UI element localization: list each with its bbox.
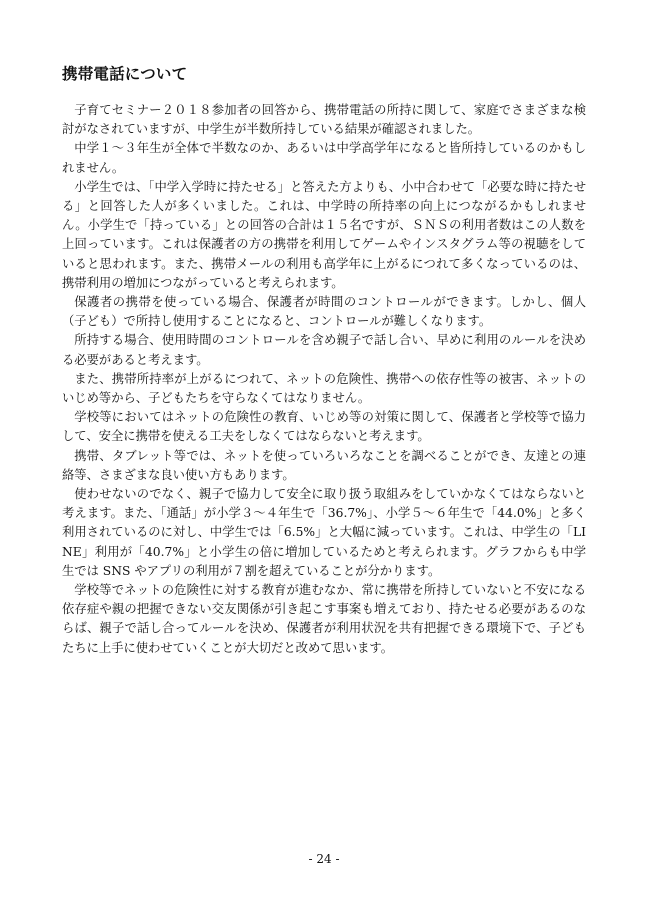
body-text	[62, 101, 586, 658]
page-number: - 24 -	[308, 852, 340, 866]
paragraph-9: 使わせないのでなく、親子で協力して安全に取り扱う取組みをしていかなくてはならないと考えます。また、「通話」が小学３～４年生で「36.7%」、小学５～６年生で「44.0%」と多く利用されているのに対し、中学生では「6.5%」と大幅に減っています。これは、中学生の「LINE」利用が「40.7%」と小学生の倍に増加しているためと考えられます。グラフからも中学生では SNS やアプリの利用が７割を超えていることが分かります。	[62, 487, 586, 578]
paragraph-4: 保護者の携帯を使っている場合、保護者が時間のコントロールができます。しかし、個人（子ども）で所持し使用することになると、コントロールが難しくなります。	[62, 295, 586, 329]
paragraph-10: 学校等でネットの危険性に対する教育が進むなか、常に携帯を所持していないと不安になる依存症や親の把握できない交友関係が引き起こす事案も増えており、持たせる必要があるのならば、親子で話し合ってルールを決め、保護者が利用状況を共有把握できる環境下で、子どもたちに上手に使わせていくことが大切だと改めて思います。	[62, 583, 586, 655]
section-title: 携帯電話について	[62, 65, 188, 83]
paragraph-2: 中学１～３年生が全体で半数なのか、あるいは中学高学年になると皆所持しているのかもしれません。	[62, 141, 586, 175]
paragraph-1: 子育てセミナー２０１８参加者の回答から、携帯電話の所持に関して、家庭でさまざまな検討がなされていますが、中学生が半数所持している結果が確認されました。	[62, 103, 586, 137]
paragraph-5: 所持する場合、使用時間のコントロールを含め親子で話し合い、早めに利用のルールを決める必要があると考えます。	[62, 333, 586, 367]
paragraph-3: 小学生では、「中学入学時に持たせる」と答えた方よりも、小中合わせて「必要な時に持たせる」と回答した人が多くいました。これは、中学時の所持率の向上につながるかもしれません。小学生で「持っている」との回答の合計は１５名ですが、ＳＮＳの利用者数はこの人数を上回っています。これは保護者の方の携帯を利用してゲームやインスタグラム等の視聴をしていると思われます。また、携帯メールの利用も高学年に上がるにつれて多くなっているのは、携帯利用の増加につながっていると考えられます。	[62, 179, 586, 290]
paragraph-8: 携帯、タブレット等では、ネットを使っていろいろなことを調べることができ、友達との連絡等、さまざまな良い使い方もあります。	[62, 448, 586, 482]
paragraph-6: また、携帯所持率が上がるにつれて、ネットの危険性、携帯への依存性等の被害、ネットのいじめ等から、子どもたちを守らなくてはなりません。	[62, 371, 586, 406]
paragraph-7: 学校等においてはネットの危険性の教育、いじめ等の対策に関して、保護者と学校等で協力して、安全に携帯を使える工夫をしなくてはならないと考えます。	[62, 410, 586, 444]
